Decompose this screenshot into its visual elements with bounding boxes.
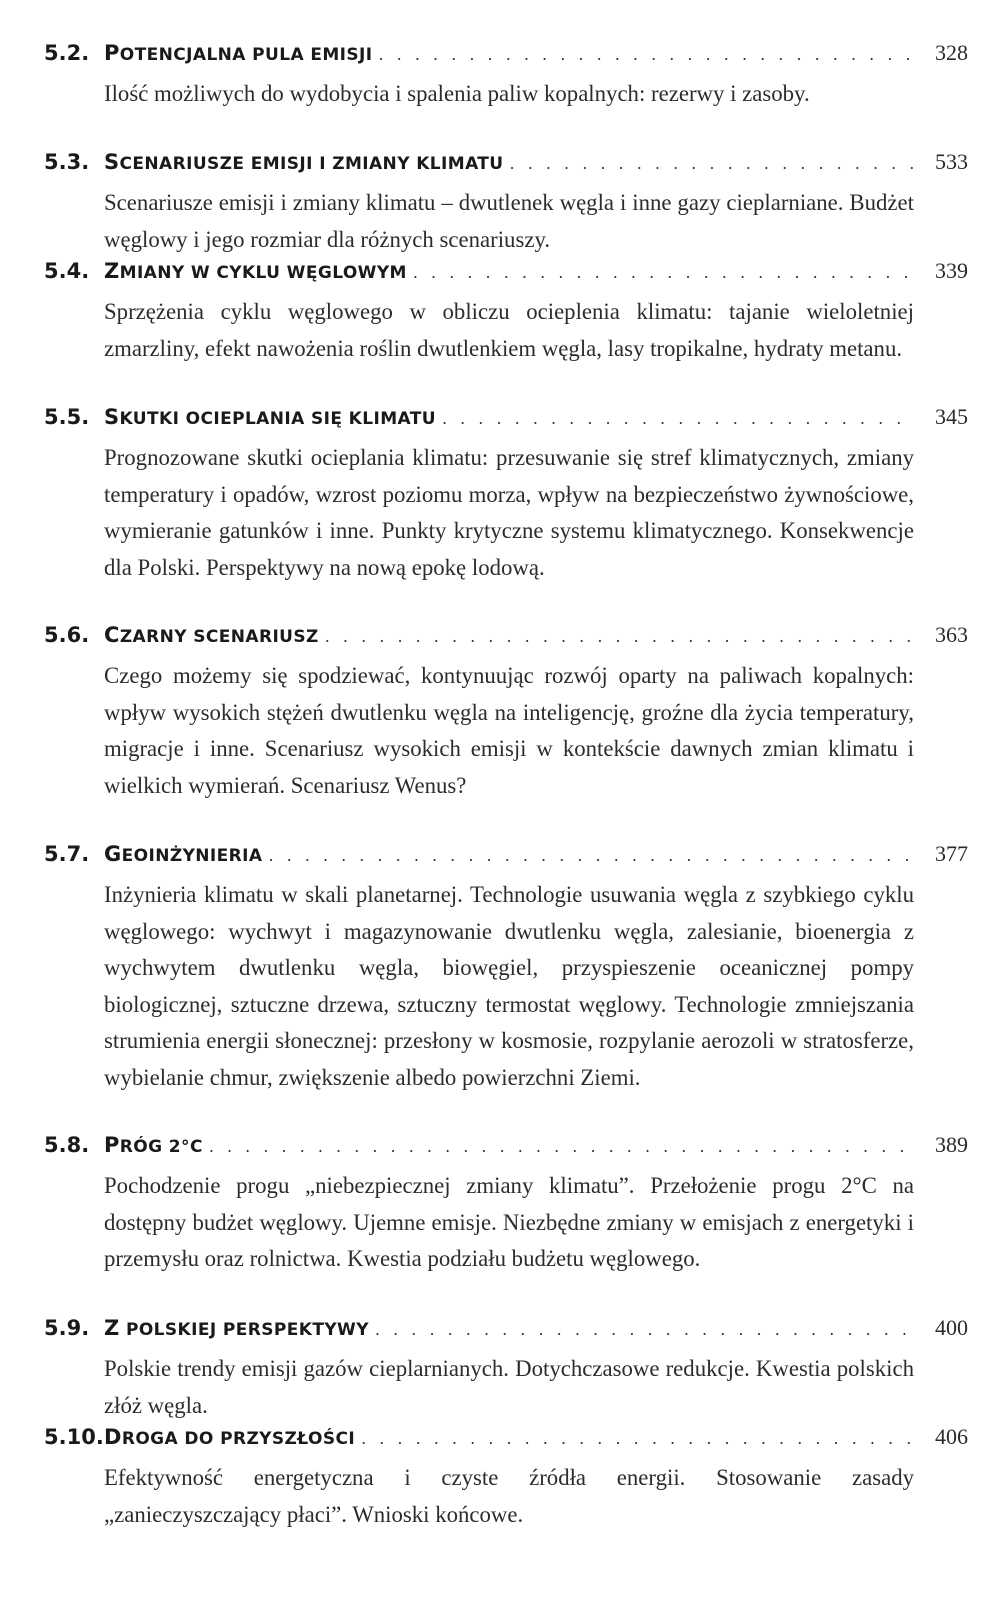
entry-heading[interactable] <box>44 404 968 440</box>
entry-heading[interactable] <box>44 1315 968 1351</box>
toc-entry-5-5 <box>44 404 968 586</box>
section-title: SCENARIUSZE EMISJI I ZMIANY KLIMATU <box>104 150 504 174</box>
section-description: Pochodzenie progu „niebezpiecznej zmiany klimatu”. Przełożenie progu 2°C na dostępny budżet węglowy. Ujemne emisje. Niezbędne zmiany w emisjach z energetyki i przemysłu oraz rolnictwa. Kwestia podziału budżetu węglowego. <box>104 1173 914 1271</box>
section-title: Z POLSKIEJ PERSPEKTYWY <box>104 1316 369 1340</box>
section-title: ZMIANY W CYKLU WĘGLOWYM <box>104 259 407 283</box>
entry-heading[interactable] <box>44 1424 968 1460</box>
entry-heading[interactable] <box>44 149 968 185</box>
section-title: SKUTKI OCIEPLANIA SIĘ KLIMATU <box>104 405 436 429</box>
toc-entry-5-9 <box>44 1315 968 1424</box>
section-description: Efektywność energetyczna i czyste źródła energii. Stosowanie zasady „zanieczyszczający płaci”. Wnioski końcowe. <box>104 1465 914 1527</box>
page-number: 339 <box>935 258 968 283</box>
section-description: Scenariusze emisji i zmiany klimatu – dwutlenek węgla i inne gazy cieplarniane. Budżet węglowy i jego rozmiar dla różnych scenariuszy. <box>104 190 914 252</box>
entry-heading[interactable] <box>44 1132 968 1168</box>
dot-leader <box>268 846 914 865</box>
section-number: 5.5. <box>44 405 90 429</box>
entry-heading[interactable] <box>44 258 968 294</box>
toc-entry-5-7 <box>44 841 968 1096</box>
page-number: 377 <box>935 841 968 866</box>
section-title: PRÓG 2°C <box>104 1133 203 1157</box>
toc-entry-5-8 <box>44 1132 968 1278</box>
section-title: CZARNY SCENARIUSZ <box>104 623 319 647</box>
toc-entry-5-3 <box>44 149 968 258</box>
page-number: 363 <box>935 622 968 647</box>
section-description: Prognozowane skutki ocieplania klimatu: przesuwanie się stref klimatycznych, zmiany temperatury i opadów, wzrost poziomu morza, wpływ na bezpieczeństwo żywnościowe, wymieranie gatunków i inne. Punkty krytyczne systemu klimatycznego. Konsekwencje dla Polski. Perspektywy na nową epokę lodową. <box>104 445 914 580</box>
section-description: Czego możemy się spodziewać, kontynuując rozwój oparty na paliwach kopalnych: wpływ wysokich stężeń dwutlenku węgla na inteligencję, groźne dla życia temperatury, migracje i inne. Scenariusz wysokich emisji w kontekście dawnych zmian klimatu i wielkich wymierań. Scenariusz Wenus? <box>104 663 914 798</box>
dot-leader <box>361 1429 914 1448</box>
section-number: 5.10. <box>44 1425 104 1449</box>
page-number: 345 <box>935 404 968 429</box>
entry-heading[interactable] <box>44 622 968 658</box>
section-description: Polskie trendy emisji gazów cieplarnianych. Dotychczasowe redukcje. Kwestia polskich złóż węgla. <box>104 1356 914 1418</box>
dot-leader <box>325 627 914 646</box>
dot-leader <box>413 263 914 282</box>
section-title: GEOINŻYNIERIA <box>104 842 263 866</box>
section-number: 5.6. <box>44 623 90 647</box>
toc-entry-5-2 <box>44 40 968 113</box>
dot-leader <box>442 409 914 428</box>
section-number: 5.8. <box>44 1133 90 1157</box>
section-number: 5.7. <box>44 842 90 866</box>
section-title: DROGA DO PRZYSZŁOŚCI <box>104 1425 356 1449</box>
section-description: Sprzężenia cyklu węglowego w obliczu ocieplenia klimatu: tajanie wieloletniej zmarzliny, efekt nawożenia roślin dwutlenkiem węgla, lasy tropikalne, hydraty metanu. <box>104 299 914 361</box>
section-number: 5.9. <box>44 1316 90 1340</box>
dot-leader <box>510 154 914 173</box>
toc-entry-5-6 <box>44 622 968 804</box>
dot-leader <box>375 1320 914 1339</box>
dot-leader <box>379 45 915 64</box>
page-number: 400 <box>935 1315 968 1340</box>
page-number: 406 <box>935 1424 968 1449</box>
section-description: Inżynieria klimatu w skali planetarnej. Technologie usuwania węgla z szybkiego cyklu węglowego: wychwyt i magazynowanie dwutlenku węgla, zalesianie, bioenergia z wychwytem dwutlenku węgla, biowęgiel, przyspieszenie oceanicznej pompy biologicznej, sztuczne drzewa, sztuczny termostat węglowy. Technologie zmniejszania strumienia energii słonecznej: przesłony w kosmosie, rozpylanie aerozoli w stratosferze, wybielanie chmur, zwiększenie albedo powierzchni Ziemi. <box>104 882 914 1090</box>
section-number: 5.3. <box>44 150 90 174</box>
page-number: 389 <box>935 1132 968 1157</box>
page-number: 328 <box>935 40 968 65</box>
section-title: POTENCJALNA PULA EMISJI <box>104 41 373 65</box>
toc-entry-5-10 <box>44 1424 968 1533</box>
entry-heading[interactable] <box>44 841 968 877</box>
section-number: 5.2. <box>44 41 90 65</box>
section-description: Ilość możliwych do wydobycia i spalenia paliw kopalnych: rezerwy i zasoby. <box>104 81 810 106</box>
dot-leader <box>209 1137 914 1156</box>
entry-heading[interactable] <box>44 40 968 76</box>
page-number: 533 <box>935 149 968 174</box>
section-number: 5.4. <box>44 259 90 283</box>
toc-entry-5-4 <box>44 258 968 367</box>
